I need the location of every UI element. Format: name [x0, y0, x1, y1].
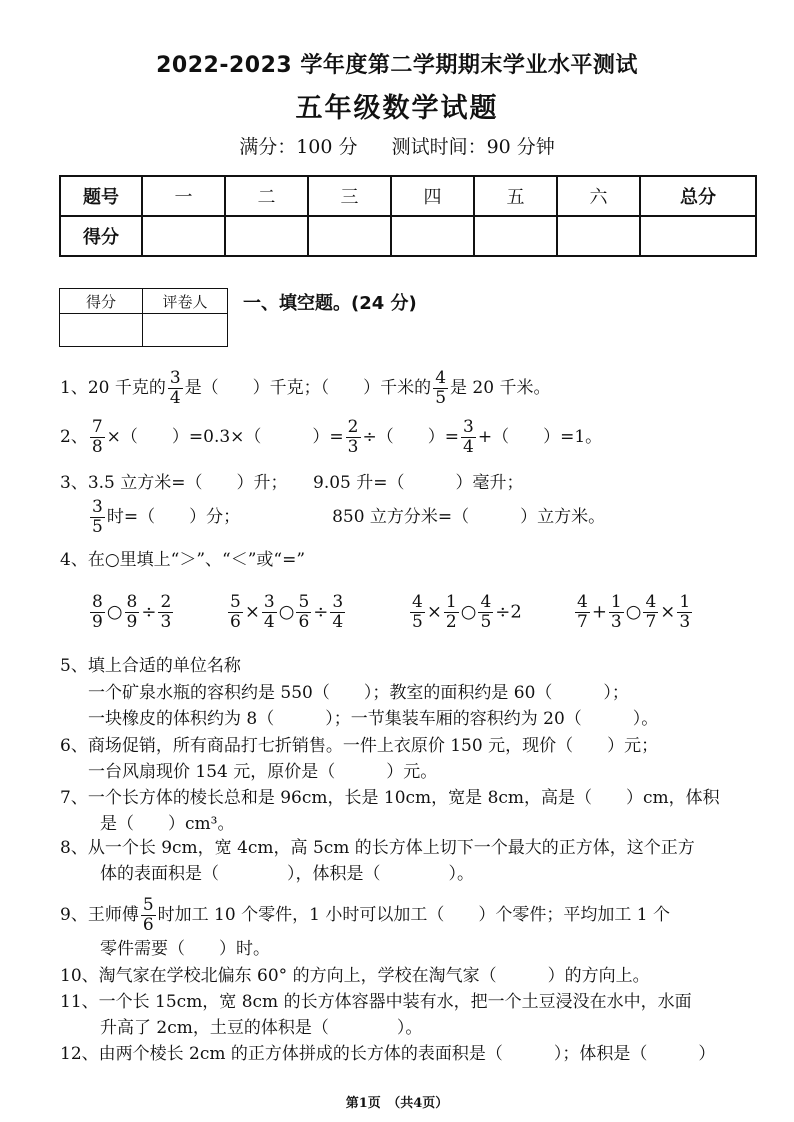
grader-score-cell[interactable] — [60, 314, 143, 347]
score-header-cell: 一 — [142, 176, 225, 216]
fraction: $\frac{7}{8}$ — [91, 417, 103, 457]
question-11-line-2: 升高了 2cm，土豆的体积是（ ）。 — [100, 1018, 423, 1038]
question-9-line-1: 9、王师傅 $\frac{5}{6}$ 时加工 10 个零件，1 小时可以加工（ ）个零件；平均加工 1 个 — [60, 895, 670, 935]
q1-text: 1、20 千克的 — [60, 378, 166, 398]
score-cell[interactable] — [391, 216, 474, 256]
fraction: $\frac{4}{5}$ — [435, 368, 447, 408]
question-5-line-3: 一块橡皮的体积约为 8（ ）；一节集装车厢的容积约为 20（ ）。 — [88, 709, 659, 729]
compare-circle[interactable]: ○ — [278, 601, 295, 623]
score-cell[interactable] — [474, 216, 557, 256]
question-10: 10、淘气家在学校北偏东 60° 的方向上，学校在淘气家（ ）的方向上。 — [60, 966, 650, 986]
question-2: 2、 $\frac{7}{8}$ ×（ ）=0.3×（ ）= $\frac{2}{3}$ ÷（ ）= $\frac{3}{4}$ +（ ）=1。 — [60, 417, 603, 457]
score-cell[interactable] — [308, 216, 391, 256]
q1-text: 是 20 千米。 — [450, 378, 551, 398]
question-8-line-1: 8、从一个长 9cm，宽 4cm，高 5cm 的长方体上切下一个最大的正方体，这个正方 — [60, 838, 695, 858]
question-9-line-2: 零件需要（ ）时。 — [100, 939, 270, 959]
score-header-cell: 总分 — [640, 176, 756, 216]
question-6-line-1: 6、商场促销，所有商品打七折销售。一件上衣原价 150 元，现价（ ）元； — [60, 736, 659, 756]
page-footer: 第1页 （共4页） — [345, 1096, 449, 1111]
compare-circle[interactable]: ○ — [460, 601, 477, 623]
compare-circle[interactable]: ○ — [625, 601, 642, 623]
question-4-intro: 4、在○里填上“＞”、“＜”或“=” — [60, 550, 306, 570]
question-12: 12、由两个棱长 2cm 的正方体拼成的长方体的表面积是（ ）；体积是（ ） — [60, 1044, 716, 1064]
score-header-cell: 题号 — [60, 176, 142, 216]
question-5-line-2: 一个矿泉水瓶的容积约是 550（ ）；教室的面积约是 60（ ）； — [88, 683, 629, 703]
compare-circle[interactable]: ○ — [106, 601, 123, 623]
score-header-cell: 三 — [308, 176, 391, 216]
question-7-line-2: 是（ ）cm³。 — [100, 814, 235, 834]
score-table — [59, 175, 757, 257]
score-header-cell: 二 — [225, 176, 308, 216]
section-title: 一、填空题。(24 分) — [243, 293, 417, 314]
score-cell[interactable] — [225, 216, 308, 256]
question-8-line-2: 体的表面积是（ ），体积是（ ）。 — [100, 864, 474, 884]
compare-expression-4: $\frac{4}{7}$ + $\frac{1}{3}$ ○ $\frac{4}{7}$ × $\frac{1}{3}$ — [577, 592, 691, 632]
fraction: $\frac{3}{4}$ — [463, 417, 474, 457]
question-5-line-1: 5、填上合适的单位名称 — [60, 656, 241, 676]
score-cell[interactable] — [557, 216, 640, 256]
test-time: 测试时间：90 分钟 — [391, 136, 555, 158]
question-3-line-1: 3、3.5 立方米=（ ）升； 9.05 升=（ ）毫升； — [60, 473, 524, 493]
score-header-cell: 六 — [557, 176, 640, 216]
full-score: 满分：100 分 — [239, 136, 358, 158]
fraction: $\frac{3}{5}$ — [92, 497, 103, 537]
question-6-line-2: 一台风扇现价 154 元，原价是（ ）元。 — [88, 762, 438, 782]
question-7-line-1: 7、一个长方体的棱长总和是 96cm，长是 10cm，宽是 8cm，高是（ ）cm，体积 — [60, 788, 720, 808]
fraction: $\frac{2}{3}$ — [347, 417, 359, 457]
score-row-label: 得分 — [60, 216, 142, 256]
score-header-cell: 四 — [391, 176, 474, 216]
compare-expression-2: $\frac{5}{6}$ × $\frac{3}{4}$ ○ $\frac{5}{6}$ ÷ $\frac{3}{4}$ — [230, 592, 344, 632]
score-cell[interactable] — [142, 216, 225, 256]
score-header-cell: 五 — [474, 176, 557, 216]
question-11-line-1: 11、一个长 15cm，宽 8cm 的长方体容器中装有水，把一个土豆浸没在水中，水面 — [60, 992, 692, 1012]
exam-meta — [0, 132, 794, 159]
question-3-line-2: $\frac{3}{5}$ 时=（ ）分； 850 立方分米=（ ）立方米。 — [92, 497, 606, 537]
fraction: $\frac{5}{6}$ — [142, 895, 154, 935]
fraction: $\frac{3}{4}$ — [169, 368, 181, 408]
score-table-score-row — [60, 216, 756, 256]
score-cell[interactable] — [640, 216, 756, 256]
compare-expression-1: $\frac{8}{9}$ ○ $\frac{8}{9}$ ÷ $\frac{2}{3}$ — [92, 592, 172, 632]
grader-table-score-label: 得分 — [60, 289, 143, 314]
grader-table — [59, 288, 228, 347]
grader-name-cell[interactable] — [143, 314, 228, 347]
grader-table-grader-label: 评卷人 — [143, 289, 228, 314]
score-table-header-row — [60, 176, 756, 216]
exam-title: 2022-2023 学年度第二学期期末学业水平测试 — [156, 53, 638, 78]
question-1 — [60, 369, 550, 408]
exam-subtitle: 五年级数学试题 — [295, 93, 499, 124]
compare-expression-3: $\frac{4}{5}$ × $\frac{1}{2}$ ○ $\frac{4}{5}$ ÷2 — [412, 592, 522, 632]
q1-text: 是（ ）千克；（ ）千米的 — [184, 378, 432, 398]
